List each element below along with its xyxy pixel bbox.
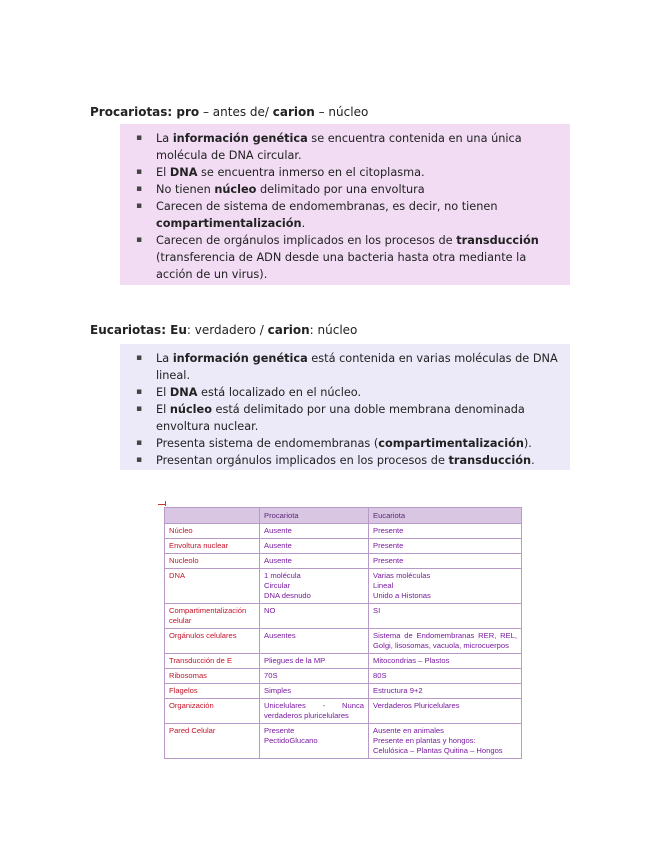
comparison-table-image bbox=[158, 501, 524, 773]
table-row bbox=[165, 699, 522, 724]
list-item: ▪ El DNA se encuentra inmerso en el citoplasma. bbox=[148, 164, 560, 181]
prokaryotes-heading bbox=[90, 105, 368, 119]
row-label: DNA bbox=[165, 569, 260, 604]
table-cell: 1 molécula Circular DNA desnudo bbox=[260, 569, 369, 604]
table-row bbox=[165, 604, 522, 629]
table-row bbox=[165, 554, 522, 569]
table-row bbox=[165, 569, 522, 604]
table-header-cell: Eucariota bbox=[369, 508, 522, 524]
table-cell: Ausente bbox=[260, 539, 369, 554]
table-cell: Ausente en animales Presente en plantas y hongos: Celulósica – Plantas Quitina – Hongos bbox=[369, 724, 522, 759]
row-label: Transducción de E bbox=[165, 654, 260, 669]
list-item: ▪ El núcleo está delimitado por una doble membrana denominada envoltura nuclear. bbox=[148, 401, 560, 435]
eukaryotes-list bbox=[130, 350, 560, 469]
table-cell: Unicelulares - Nunca verdaderos pluricelulares bbox=[260, 699, 369, 724]
prok-heading-part2: – antes de/ bbox=[199, 105, 273, 119]
prokaryotes-list bbox=[130, 130, 560, 283]
table-row bbox=[165, 629, 522, 654]
list-item: ▪ La información genética está contenida en varias moléculas de DNA lineal. bbox=[148, 350, 560, 384]
table-cell: Presente PectidoGlucano bbox=[260, 724, 369, 759]
row-label: Envoltura nuclear bbox=[165, 539, 260, 554]
crop-mark bbox=[165, 501, 166, 506]
row-label: Flagelos bbox=[165, 684, 260, 699]
table-header-row bbox=[165, 508, 522, 524]
list-item: ▪ Presentan orgánulos implicados en los procesos de transducción. bbox=[148, 452, 560, 469]
table-cell: Presente bbox=[369, 524, 522, 539]
prok-heading-part4: – núcleo bbox=[314, 105, 369, 119]
table-cell: Estructura 9+2 bbox=[369, 684, 522, 699]
table-cell: Ausente bbox=[260, 524, 369, 539]
euk-heading-part1: Eucariotas: Eu bbox=[90, 323, 187, 337]
list-item: ▪ Carecen de orgánulos implicados en los procesos de transducción (transferencia de ADN desde una bacteria hasta otra mediante la acción de un virus). bbox=[148, 232, 560, 283]
prokaryotes-box bbox=[120, 124, 570, 285]
list-item: ▪ Presenta sistema de endomembranas (compartimentalización). bbox=[148, 435, 560, 452]
eukaryotes-box bbox=[120, 344, 570, 470]
table-cell: SI bbox=[369, 604, 522, 629]
table-cell: Presente bbox=[369, 539, 522, 554]
table-row bbox=[165, 654, 522, 669]
table-header-cell: Procariota bbox=[260, 508, 369, 524]
table-row bbox=[165, 684, 522, 699]
table-cell: Verdaderos Pluricelulares bbox=[369, 699, 522, 724]
row-label: Pared Celular bbox=[165, 724, 260, 759]
table-header-cell bbox=[165, 508, 260, 524]
table-cell: 70S bbox=[260, 669, 369, 684]
prok-heading-part3: carion bbox=[272, 105, 315, 119]
row-label: Organización bbox=[165, 699, 260, 724]
row-label: Ribosomas bbox=[165, 669, 260, 684]
euk-heading-part3: carion bbox=[267, 323, 310, 337]
table-cell: 80S bbox=[369, 669, 522, 684]
table-row bbox=[165, 669, 522, 684]
table-cell: Ausente bbox=[260, 554, 369, 569]
eukaryotes-heading bbox=[90, 323, 357, 337]
table-cell: Ausentes bbox=[260, 629, 369, 654]
table-row bbox=[165, 539, 522, 554]
euk-heading-part2: : verdadero / bbox=[186, 323, 268, 337]
row-label: Nucleolo bbox=[165, 554, 260, 569]
table-cell: Varias moléculas Lineal Unido a Histonas bbox=[369, 569, 522, 604]
list-item: ▪ Carecen de sistema de endomembranas, es decir, no tienen compartimentalización. bbox=[148, 198, 560, 232]
table-cell: Mitocondrias – Plastos bbox=[369, 654, 522, 669]
table-cell: NO bbox=[260, 604, 369, 629]
row-label: Núcleo bbox=[165, 524, 260, 539]
table-cell: Sistema de Endomembranas RER, REL, Golgi, lisosomas, vacuola, microcuerpos bbox=[369, 629, 522, 654]
table-row bbox=[165, 524, 522, 539]
comparison-table bbox=[164, 507, 522, 759]
table-row bbox=[165, 724, 522, 759]
table-cell: Simples bbox=[260, 684, 369, 699]
table-cell: Pliegues de la MP bbox=[260, 654, 369, 669]
prok-heading-part1: Procariotas: pro bbox=[90, 105, 200, 119]
row-label: Compartimentalización celular bbox=[165, 604, 260, 629]
list-item: ▪ El DNA está localizado en el núcleo. bbox=[148, 384, 560, 401]
list-item: ▪ No tienen núcleo delimitado por una envoltura bbox=[148, 181, 560, 198]
list-item: ▪ La información genética se encuentra contenida en una única molécula de DNA circular. bbox=[148, 130, 560, 164]
euk-heading-part4: : núcleo bbox=[309, 323, 358, 337]
table-cell: Presente bbox=[369, 554, 522, 569]
row-label: Orgánulos celulares bbox=[165, 629, 260, 654]
